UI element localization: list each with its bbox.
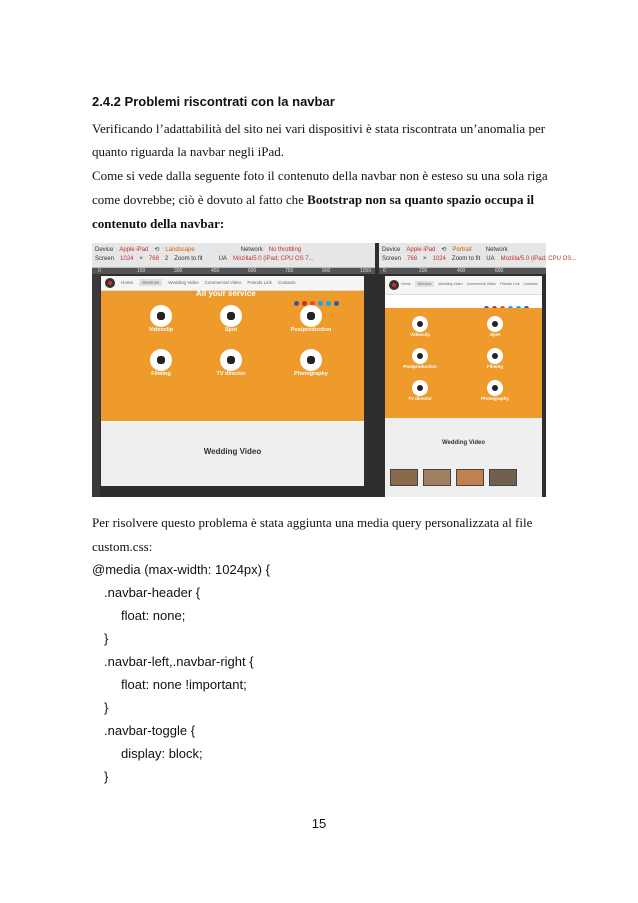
paragraph-2-text: come dovrebbe; ciò è dovuto al fatto che	[92, 192, 308, 207]
right-devtools-toolbar	[379, 243, 577, 268]
nav-item-home[interactable]: Home	[121, 280, 134, 285]
left-device-value: Apple iPad	[119, 247, 149, 253]
film-reel-icon	[487, 316, 503, 332]
code-line-3: float: none;	[121, 608, 186, 623]
site-logo	[389, 280, 399, 290]
left-vertical-ruler	[92, 274, 100, 497]
paragraph-2-line-1: Come si vede dalla seguente foto il contenuto della navbar non è esteso su una sola riga	[92, 168, 548, 183]
service-label: TV director	[216, 371, 246, 377]
code-line-9: display: block;	[121, 746, 203, 761]
video-thumbnail[interactable]	[423, 469, 451, 486]
service-tv-director[interactable]	[390, 380, 450, 401]
left-screen-x: ×	[139, 256, 143, 262]
paragraph-1-line-1: Verificando l’adattabilità del sito nei vari dispositivi è stata riscontrata un’anomalia per	[92, 121, 546, 136]
ruler-tick: 750	[285, 268, 294, 274]
paragraph-1-line-2: quanto riguarda la navbar negli iPad.	[92, 144, 285, 159]
code-line-10: }	[104, 769, 109, 784]
left-wedding-band: Wedding Video	[101, 422, 364, 486]
code-line-4: }	[104, 631, 109, 646]
right-screen-w: 768	[407, 256, 418, 262]
service-postproduction[interactable]	[281, 305, 341, 333]
ruler-tick: 450	[211, 268, 220, 274]
left-site-viewport	[101, 276, 364, 486]
video-thumbnail[interactable]	[390, 469, 418, 486]
nav-item-contacts[interactable]: Contacts	[523, 282, 538, 286]
ruler-tick: 400	[457, 268, 466, 274]
paragraph-2-bold-end: contenuto della navbar:	[92, 216, 225, 231]
service-photography[interactable]	[281, 349, 341, 377]
video-thumbnails	[390, 469, 522, 491]
left-ruler	[92, 268, 375, 274]
code-line-8: .navbar-toggle {	[104, 723, 196, 738]
left-screen-w: 1024	[120, 256, 134, 262]
wedding-band-title: Wedding Video	[441, 440, 486, 446]
ruler-tick: 1050	[360, 268, 372, 274]
service-tv-director[interactable]	[201, 349, 261, 377]
devtools-screenshot-figure	[92, 243, 577, 497]
nav-item-commercial-video[interactable]: Commercial Video	[466, 282, 496, 286]
site-logo	[105, 278, 115, 288]
video-thumbnail[interactable]	[489, 469, 517, 486]
left-ua-value: Mozilla/5.0 (iPad; CPU OS 7...	[232, 256, 314, 262]
right-navbar	[385, 276, 542, 295]
nav-item-commercial-video[interactable]: Commercial Video	[204, 280, 242, 285]
ruler-tick: 600	[248, 268, 257, 274]
page-number: 15	[311, 816, 327, 831]
paragraph-2-line-3	[92, 216, 224, 231]
nav-item-wedding-video[interactable]: Wedding Video	[438, 282, 463, 286]
service-filming[interactable]	[131, 349, 191, 377]
left-network-label: Network	[240, 247, 263, 253]
service-postproduction[interactable]	[390, 348, 450, 369]
service-label: Filming	[487, 364, 503, 369]
right-services-section	[385, 308, 542, 418]
service-videoclip[interactable]	[131, 305, 191, 333]
left-device-label: Device	[95, 247, 114, 253]
left-nav-items	[121, 280, 302, 285]
left-zoom: Zoom to fit	[174, 256, 203, 262]
photo-camera-icon	[300, 349, 322, 371]
movie-camera-icon	[487, 348, 503, 364]
service-label: TV director	[408, 396, 432, 401]
right-zoom: Zoom to fit	[451, 256, 481, 262]
code-line-2: .navbar-header {	[104, 585, 201, 600]
film-reel-icon	[220, 305, 242, 327]
ruler-tick: 150	[137, 268, 146, 274]
service-label: Postproduction	[290, 327, 332, 333]
right-ua-label: UA	[486, 256, 495, 262]
right-network-label: Network	[485, 247, 508, 253]
service-photography[interactable]	[465, 380, 525, 401]
paragraph-3-line-2: custom.css:	[92, 539, 153, 554]
left-ua-label: UA	[218, 256, 227, 262]
nav-item-friends-link[interactable]: Friends Link	[499, 282, 520, 286]
service-label: Filming	[151, 371, 171, 377]
nav-item-services[interactable]: Services	[139, 279, 162, 286]
right-screen-x: ×	[423, 256, 427, 262]
service-label: Postproduction	[403, 364, 437, 369]
right-ruler	[379, 268, 546, 274]
nav-item-contacts[interactable]: Contacts	[277, 280, 296, 285]
nav-item-friends-link[interactable]: Friends Link	[247, 280, 272, 285]
service-label: Videoclip	[148, 327, 174, 333]
paragraph-2-line-2	[92, 192, 534, 207]
right-site-viewport	[385, 276, 542, 497]
service-spot[interactable]	[201, 305, 261, 333]
nav-item-services[interactable]: Services	[415, 281, 435, 287]
left-devtools-toolbar	[92, 243, 375, 268]
right-nav-items	[401, 282, 544, 286]
nav-item-wedding-video[interactable]: Wedding Video	[168, 280, 199, 285]
left-services-section	[101, 291, 364, 421]
service-label: Spot	[490, 332, 500, 337]
left-orientation: Landscape	[165, 247, 195, 253]
left-dpr: 2	[164, 256, 169, 262]
service-label: Photography	[481, 396, 509, 401]
ruler-tick: 0	[98, 268, 101, 274]
left-screen-h: 768	[148, 256, 159, 262]
photo-camera-icon	[487, 380, 503, 396]
service-videoclip[interactable]	[390, 316, 450, 337]
nav-item-home[interactable]: Home	[401, 282, 411, 286]
right-device-label: Device	[382, 247, 401, 253]
director-chair-icon	[220, 349, 242, 371]
ruler-tick: 900	[322, 268, 331, 274]
left-network-value: No throttling	[268, 247, 302, 253]
video-camera-icon	[150, 305, 172, 327]
right-screen-label: Screen	[382, 256, 402, 262]
ruler-tick: 300	[174, 268, 183, 274]
right-ua-value: Mozilla/5.0 (iPad; CPU OS...	[500, 256, 577, 262]
movie-camera-icon	[150, 349, 172, 371]
code-line-1: @media (max-width: 1024px) {	[92, 562, 270, 577]
video-thumbnail[interactable]	[456, 469, 484, 486]
right-device-value: Apple iPad	[406, 247, 436, 253]
paragraph-2-bold: Bootstrap non sa quanto spazio occupa il	[307, 192, 534, 207]
section-heading: 2.4.2 Problemi riscontrati con la navbar	[92, 94, 335, 109]
code-line-5: .navbar-left,.navbar-right {	[104, 654, 254, 669]
rotate-icon: ⟲	[441, 247, 447, 253]
right-screen-h: 1024	[432, 256, 446, 262]
video-camera-icon	[412, 316, 428, 332]
editing-icon	[300, 305, 322, 327]
service-filming[interactable]	[465, 348, 525, 369]
editing-icon	[412, 348, 428, 364]
code-line-6: float: none !important;	[121, 677, 247, 692]
service-label: Videoclip	[410, 332, 430, 337]
director-chair-icon	[412, 380, 428, 396]
ruler-tick: 0	[383, 268, 386, 274]
ruler-tick: 600	[495, 268, 504, 274]
service-label: Spot	[224, 327, 238, 333]
service-spot[interactable]	[465, 316, 525, 337]
paragraph-3-line-1: Per risolvere questo problema è stata aggiunta una media query personalizzata al file	[92, 515, 533, 530]
code-line-7: }	[104, 700, 109, 715]
rotate-icon: ⟲	[154, 247, 160, 253]
left-screen-label: Screen	[95, 256, 115, 262]
right-orientation: Portrait	[452, 247, 472, 253]
service-label: Photography	[294, 371, 328, 377]
banner-text: All your service	[196, 289, 256, 298]
ruler-tick: 200	[419, 268, 428, 274]
